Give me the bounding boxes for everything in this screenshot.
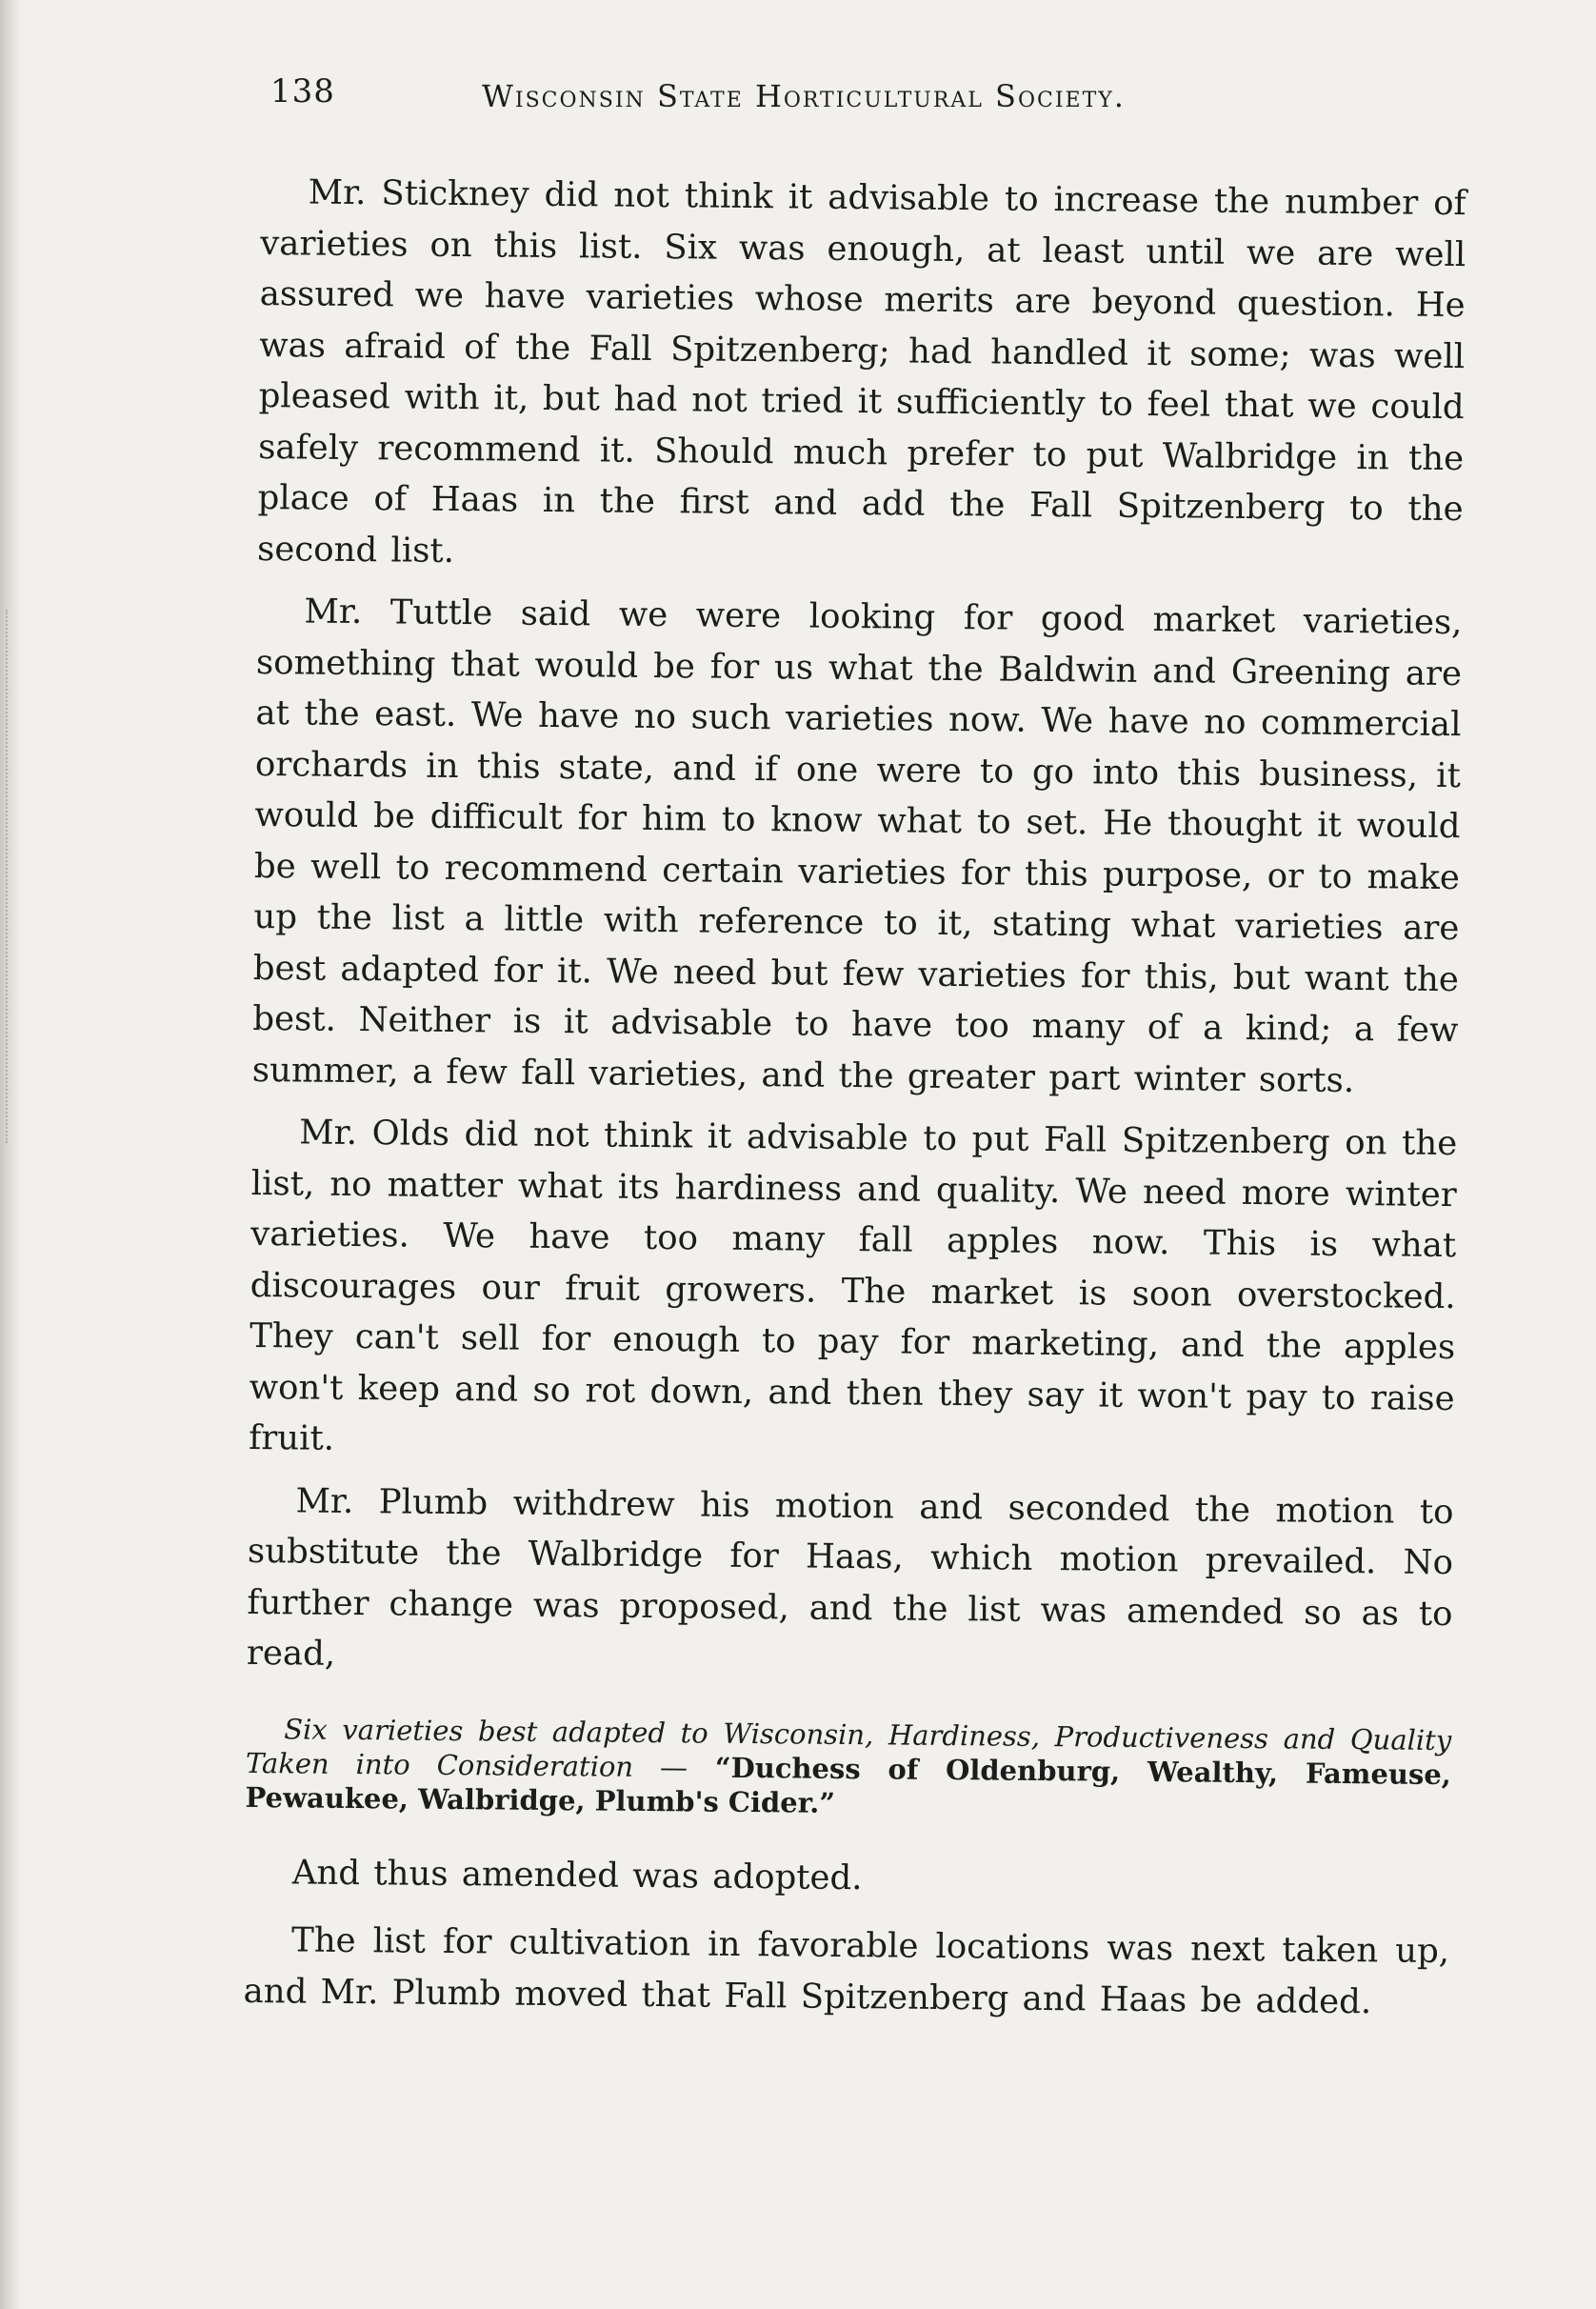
paragraph-adopted: And thus amended was adopted.	[291, 1852, 863, 1897]
paragraph-favorable-locations: The list for cultivation in favorable locations was next taken up, and Mr. Plumb moved that Fall Spitzenberg and Haas be added.	[243, 1920, 1450, 2021]
paragraph-tuttle: Mr. Tuttle said we were looking for good market varieties, something that would be for us what the Baldwin and Greening are at the east. We have no such varieties now. We have no commercial orchards in this state, and if one were to go into this business, it would be difficult for him to know what to set. He thought it would be well to recommend certain varieties for this purpose, or to make up the list a little with reference to it, stating what varieties are best adapted for it. We need but few varieties for this, but want the best. Neither is it advisable to have too many of a kind; a few summer, a few fall varieties, and the greater part winter sorts.	[251, 592, 1463, 1100]
adopted-list	[245, 1711, 1451, 1825]
page-number: 138	[270, 72, 335, 110]
running-title: Wisconsin State Horticultural Society.	[482, 78, 1126, 114]
paragraph-olds: Mr. Olds did not think it advisable to put Fall Spitzenberg on the list, no matter what its hardiness and quality. We need more winter varieties. We have too many fall apples now. This is what discourages our fruit growers. The market is soon overstocked. They can't sell for enough to pay for marketing, and the apples won't keep and so rot down, and then they say it won't pay to raise fruit.	[248, 1113, 1458, 1458]
paragraph-plumb: Mr. Plumb withdrew his motion and seconded the motion to substitute the Walbridge for Haas, which motion prevailed. No further change was proposed, and the list was amended so as to read,	[246, 1480, 1454, 1674]
adopted-list-heading: Six varieties best adapted to Wisconsin, Hardiness, Productiveness and Quality Taken into Consideration —	[245, 1712, 1452, 1783]
paragraph-stickney: Mr. Stickney did not think it advisable to increase the number of varieties on this list. Six was enough, at least until we are well assured we have varieties whose merits are beyond question. He was afraid of the Fall Spitzenberg; had handled it some; was well pleased with it, but had not tried it sufficiently to feel that we could safely recommend it. Should much prefer to put Walbridge in the place of Haas in the first and add the Fall Spitzenberg to the second list.	[256, 172, 1466, 571]
page-binding-edge	[0, 0, 21, 2309]
body-text	[243, 167, 1466, 2039]
adopted-list-varieties: “Duchess of Oldenburg, Wealthy, Fameuse, Pewaukee, Walbridge, Plumb's Cider.”	[245, 1751, 1452, 1819]
page-header	[270, 67, 1327, 133]
binding-marks	[6, 610, 10, 1143]
